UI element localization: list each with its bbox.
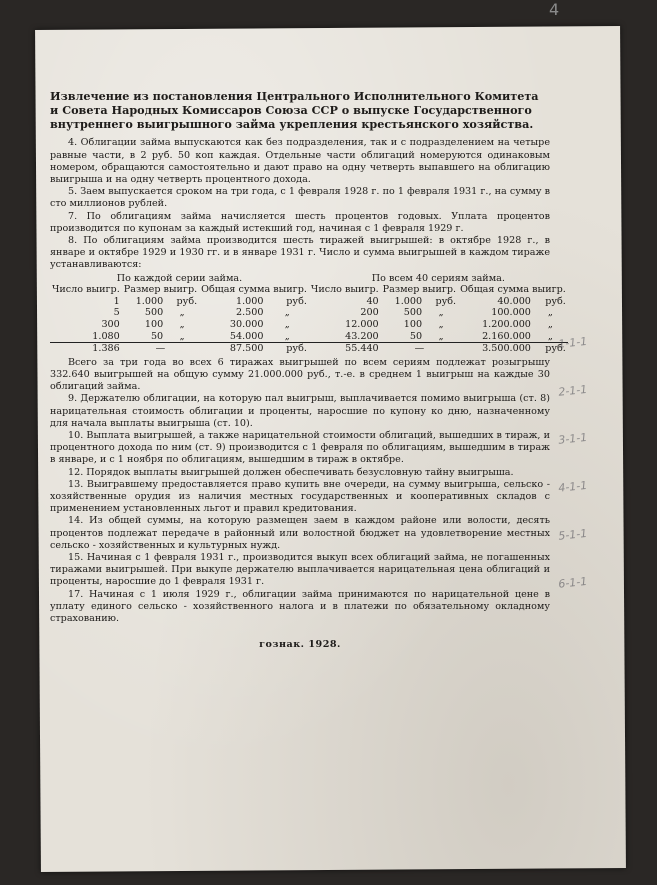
backdrop-number: 4 bbox=[549, 0, 560, 19]
paragraph: 12. Порядок выплаты выигрышей должен обеспечивать безусловную тайну выигрыша. bbox=[68, 466, 514, 478]
paragraph: 14. Из общей суммы, на которую размещен заем в каждом районе или волости, десять процентов подлежат передаче в районный или волостной бюджет на удовлетворение местных сельско - хозяйственных и культурных нужд. bbox=[50, 515, 550, 551]
document-body bbox=[50, 89, 566, 651]
table-cell: 50 bbox=[150, 330, 164, 342]
table-cell: „ bbox=[284, 330, 290, 342]
header-cell: Число выигр. bbox=[52, 284, 120, 296]
header-cell: Общая сумма выигр. bbox=[460, 284, 566, 296]
table-cell: „ bbox=[284, 319, 290, 330]
table-cell: 43.200 bbox=[345, 330, 379, 342]
table-cell: 100.000 bbox=[491, 307, 531, 319]
header-cell: Размер выигр. bbox=[123, 284, 198, 296]
table-cell: „ bbox=[284, 307, 290, 319]
margin-note: 4-1-1 bbox=[557, 478, 588, 495]
table-cell: „ bbox=[179, 330, 185, 342]
paragraph: 4. Облигации займа выпускаются как без подразделения, так и с подразделением на четыре равные части, в 2 руб. 50 коп каждая. Отдельные части облигаций номеруются одинаковым номером, обращаются самостоятельно и дают право на одну четверть выпавшего на облигацию выигрыша и на одну четверть процентного дохода. bbox=[50, 137, 550, 185]
group-left-label: По каждой серии займа. bbox=[116, 272, 243, 284]
table-cell: „ bbox=[547, 307, 553, 319]
total-cell: — bbox=[381, 343, 458, 355]
table-cell: руб. bbox=[176, 295, 198, 307]
total-cell: 87.500 bbox=[199, 343, 265, 355]
table-row bbox=[50, 331, 568, 343]
margin-note: 2-1-1 bbox=[557, 382, 588, 399]
table-cell: „ bbox=[438, 319, 444, 330]
table-cell: руб. bbox=[545, 295, 566, 307]
paragraph: 15. Начиная с 1 февраля 1931 г., производится выкуп всех облигаций займа, не погашенных тиражами выигрышей. При выкупе держателю выплачивается нарицательная цена облигаций и проценты, наросшие до 1 февраля 1931 г. bbox=[50, 552, 550, 588]
header-cell: Общая сумма выигр. bbox=[201, 284, 307, 296]
document-title: Извлечение из постановления Центрального Исполнительного Комитета и Совета Народных Комиссаров Союза ССР о выпуске Государственного внутреннего выигрышного займа укрепления крестьянского хозяйства. bbox=[50, 89, 539, 131]
table-cell: 100 bbox=[144, 319, 164, 330]
table-cell: 1.200.000 bbox=[482, 319, 531, 330]
table-cell: 1.080 bbox=[92, 330, 120, 342]
table-cell: 12.000 bbox=[345, 319, 379, 330]
table-cell: 300 bbox=[101, 319, 120, 330]
paragraph: 17. Начиная с 1 июля 1929 г., облигации займа принимаются по нарицательной цене в уплату единого сельско - хозяйственного налога и в платежи по обязательному окладному страхованию. bbox=[50, 588, 550, 625]
paragraph: 8. По облигациям займа производится шесть тиражей выигрышей: в октябре 1928 г., в январе и октябре 1929 и 1930 гг. и в январе 1931 г. Число и сумма выигрышей в каждом тираже устанавливаются: bbox=[50, 235, 550, 271]
table-cell: 2.160.000 bbox=[482, 330, 531, 342]
total-cell: 1.386 bbox=[50, 343, 122, 355]
group-right-label: По всем 40 сериям займа. bbox=[371, 272, 505, 284]
table-cell: 5 bbox=[113, 307, 120, 319]
table-cell: руб. bbox=[286, 295, 307, 307]
header-cell: Размер выигр. bbox=[382, 284, 457, 296]
table-cell: 54.000 bbox=[229, 330, 264, 342]
table-cell: „ bbox=[547, 330, 553, 342]
printer-imprint: гознак. 1928. bbox=[259, 639, 341, 651]
paragraph: 10. Выплата выигрышей, а также нарицательной стоимости облигаций, вышедших в тираж, и процентного дохода по ним (ст. 9) производится с 1 февраля по облигациям, вышедшим в тираж в январе, и с 1 ноября по облигациям, вышедшим в тираж в октябре. bbox=[50, 430, 550, 466]
paragraph: 5. Заем выпускается сроком на три года, с 1 февраля 1928 г. по 1 февраля 1931 г., на сумму в сто миллионов рублей. bbox=[50, 186, 550, 210]
table-cell: руб. bbox=[435, 295, 457, 307]
table-cell: „ bbox=[179, 319, 185, 330]
margin-note: 5-1-1 bbox=[557, 526, 588, 543]
table-total-row bbox=[50, 343, 568, 355]
table-cell: 1.000 bbox=[394, 295, 423, 307]
paragraph: 13. Выигравшему предоставляется право купить вне очереди, на сумму выигрыша, сельско - хозяйственные орудия из наличия местных государственных и кооперативных складов с применением установленных льгот и правил кредитования. bbox=[50, 478, 550, 515]
handwritten-margin-notes bbox=[557, 334, 630, 622]
header-cell: Число выигр. bbox=[310, 284, 379, 296]
table-cell: „ bbox=[547, 319, 553, 330]
table-cell: 500 bbox=[144, 307, 164, 319]
total-cell: руб. bbox=[533, 343, 568, 355]
table-cell: 40 bbox=[366, 295, 379, 307]
table-cell: 30.000 bbox=[229, 319, 264, 330]
table-cell: 50 bbox=[409, 330, 423, 342]
paragraph: 7. По облигациям займа начисляется шесть процентов годовых. Уплата процентов производится по купонам за каждый истекший год, начиная с 1 февраля 1929 г. bbox=[50, 210, 550, 234]
margin-note: 1-1-1 bbox=[557, 334, 588, 351]
total-cell: — bbox=[122, 343, 199, 355]
table-row bbox=[50, 296, 568, 308]
total-cell: руб. bbox=[265, 343, 308, 355]
total-cell: 55.440 bbox=[309, 343, 381, 355]
paragraphs-before-table bbox=[50, 137, 550, 271]
table-cell: 40.000 bbox=[497, 295, 531, 307]
table-row bbox=[50, 319, 568, 331]
margin-note: 3-1-1 bbox=[557, 430, 588, 447]
table-cell: 1 bbox=[113, 295, 120, 307]
table-cell: 100 bbox=[403, 319, 423, 330]
table-cell: „ bbox=[438, 330, 444, 342]
paragraph: Всего за три года во всех 6 тиражах выигрышей по всем сериям подлежат розыгрышу 332.640 выигрышей на общую сумму 21.000.000 руб., т.-е. в среднем 1 выигрыш на каждые 30 облигаций займа. bbox=[50, 356, 550, 393]
table-cell: „ bbox=[438, 307, 444, 319]
table-cell: 1.000 bbox=[135, 295, 164, 307]
total-cell: 3.500.000 bbox=[458, 343, 533, 355]
table-cell: 2.500 bbox=[235, 307, 264, 319]
paragraphs-after-table bbox=[50, 357, 550, 625]
table-cell: „ bbox=[179, 307, 185, 319]
winnings-table bbox=[50, 273, 568, 355]
table-row bbox=[50, 307, 568, 319]
paragraph: 9. Держателю облигации, на которую пал выигрыш, выплачивается помимо выигрыша (ст. 8) нарицательная стоимость облигации и проценты, наросшие по купону ко дню, назначенному для начала выплаты выигрыша (ст. 10). bbox=[50, 393, 550, 429]
table-cell: 500 bbox=[403, 307, 423, 319]
table-cell: 1.000 bbox=[235, 295, 264, 307]
margin-note: 6-1-1 bbox=[557, 574, 588, 591]
table-cell: 200 bbox=[360, 307, 379, 319]
